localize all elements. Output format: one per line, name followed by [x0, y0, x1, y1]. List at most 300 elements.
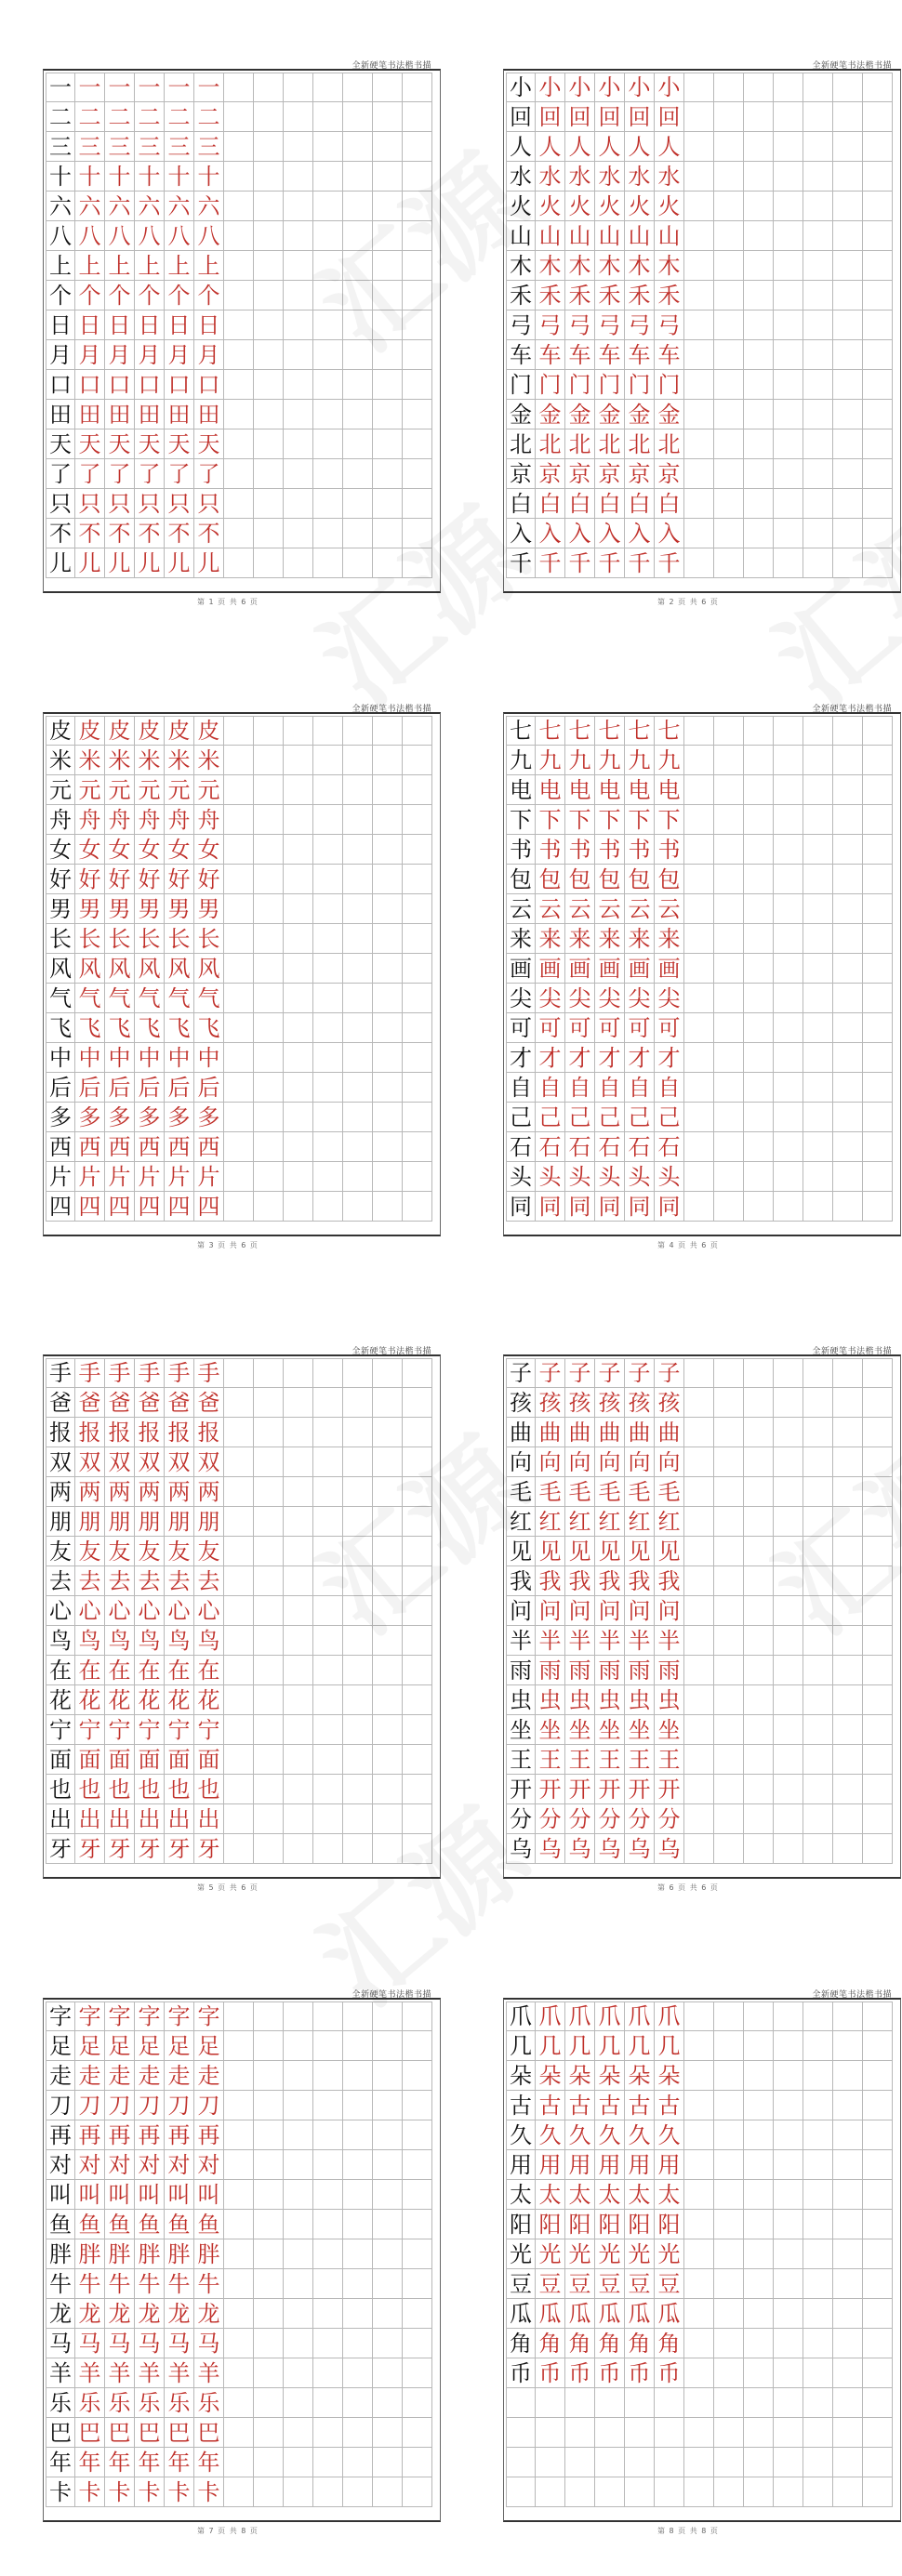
trace-character: 虫 [655, 1685, 684, 1715]
trace-character: 用 [595, 2150, 625, 2180]
empty-grid-cell [714, 73, 744, 102]
model-character: 开 [506, 1775, 536, 1804]
empty-grid-cell [343, 281, 373, 310]
empty-grid-cell [774, 775, 803, 805]
trace-character: 用 [655, 2150, 684, 2180]
empty-grid-cell [284, 2299, 313, 2329]
model-character: 白 [506, 489, 536, 519]
empty-grid-cell [224, 865, 254, 894]
empty-grid-cell [224, 1685, 254, 1715]
grid-row [46, 73, 432, 102]
empty-grid-cell [833, 489, 863, 519]
empty-grid-cell [313, 251, 343, 281]
trace-character: 画 [565, 954, 595, 984]
empty-grid-cell [774, 2031, 803, 2061]
trace-character: 羊 [135, 2358, 165, 2388]
empty-grid-cell [863, 2210, 893, 2239]
trace-character: 年 [165, 2448, 194, 2477]
empty-grid-cell [254, 1162, 284, 1192]
trace-character: 牙 [75, 1834, 105, 1864]
empty-grid-cell [343, 2358, 373, 2388]
empty-grid-cell [403, 221, 432, 251]
empty-grid-cell [224, 1834, 254, 1864]
empty-grid-cell [403, 954, 432, 984]
empty-grid-cell [313, 73, 343, 102]
empty-grid-cell [833, 2061, 863, 2091]
trace-character: 巴 [165, 2418, 194, 2448]
trace-character: 元 [135, 775, 165, 805]
grid-row [506, 2358, 893, 2388]
empty-grid-cell [224, 489, 254, 519]
empty-grid-cell [714, 2001, 744, 2031]
empty-grid-cell [744, 2299, 774, 2329]
empty-grid-cell [744, 1537, 774, 1566]
trace-character: 米 [135, 746, 165, 775]
trace-character: 十 [194, 162, 224, 192]
trace-character: 瓜 [536, 2299, 565, 2329]
empty-grid-cell [403, 489, 432, 519]
empty-grid-cell [254, 2120, 284, 2150]
trace-character: 曲 [595, 1418, 625, 1447]
trace-character: 古 [595, 2091, 625, 2120]
empty-grid-cell [714, 1626, 744, 1656]
empty-grid-cell [833, 1043, 863, 1073]
page-header-title: 全新硬笔书法楷书描 [812, 1347, 892, 1356]
trace-character: 门 [536, 370, 565, 400]
empty-grid-cell [684, 2388, 714, 2418]
empty-grid-cell [254, 835, 284, 865]
trace-character: 皮 [105, 716, 135, 746]
trace-character: 上 [165, 251, 194, 281]
trace-character: 后 [105, 1073, 135, 1103]
empty-grid-cell [833, 1596, 863, 1626]
empty-grid-cell [803, 1715, 833, 1745]
trace-character: 报 [165, 1418, 194, 1447]
trace-character: 问 [536, 1596, 565, 1626]
empty-grid-cell [284, 1834, 313, 1864]
trace-character: 角 [655, 2329, 684, 2358]
empty-grid-cell [684, 1388, 714, 1418]
trace-character: 朋 [75, 1507, 105, 1537]
trace-character: 虫 [625, 1685, 655, 1715]
empty-grid-cell [284, 251, 313, 281]
trace-character: 爪 [536, 2001, 565, 2031]
trace-character: 人 [565, 132, 595, 162]
grid-row [46, 102, 432, 132]
trace-character: 友 [165, 1537, 194, 1566]
trace-character: 面 [135, 1745, 165, 1775]
trace-character: 走 [75, 2061, 105, 2091]
model-character: 毛 [506, 1477, 536, 1507]
empty-grid-cell [343, 1388, 373, 1418]
trace-character: 七 [655, 716, 684, 746]
trace-character: 儿 [135, 548, 165, 578]
model-character: 人 [506, 132, 536, 162]
trace-character: 刀 [75, 2091, 105, 2120]
trace-character: 长 [194, 924, 224, 954]
empty-grid-cell [343, 1537, 373, 1566]
trace-character: 两 [105, 1477, 135, 1507]
empty-grid-cell [313, 548, 343, 578]
empty-grid-cell [714, 2358, 744, 2388]
empty-grid-cell [714, 1358, 744, 1388]
trace-character: 气 [105, 984, 135, 1013]
trace-character: 开 [565, 1775, 595, 1804]
trace-character: 上 [75, 251, 105, 281]
empty-grid-cell [803, 1013, 833, 1043]
model-character: 下 [506, 805, 536, 835]
trace-character: 几 [655, 2031, 684, 2061]
empty-grid-cell [714, 102, 744, 132]
empty-grid-cell [744, 489, 774, 519]
empty-grid-cell [343, 746, 373, 775]
grid-row [46, 1507, 432, 1537]
model-character: 在 [46, 1656, 75, 1685]
empty-grid-cell [684, 281, 714, 310]
empty-grid-cell [714, 1715, 744, 1745]
empty-grid-cell [714, 894, 744, 924]
empty-grid-cell [403, 281, 432, 310]
trace-character: 三 [135, 132, 165, 162]
model-character: 月 [46, 340, 75, 370]
trace-character: 对 [75, 2150, 105, 2180]
model-character: 三 [46, 132, 75, 162]
trace-character: 木 [625, 251, 655, 281]
empty-grid-cell [254, 2061, 284, 2091]
empty-grid-cell [744, 1132, 774, 1162]
trace-character: 飞 [135, 1013, 165, 1043]
empty-grid-cell [684, 1566, 714, 1596]
empty-grid-cell [863, 1834, 893, 1864]
empty-grid-cell [224, 716, 254, 746]
trace-character: 气 [194, 984, 224, 1013]
trace-character: 北 [655, 429, 684, 459]
empty-grid-cell [774, 2358, 803, 2388]
empty-grid-cell [343, 2448, 373, 2477]
empty-grid-cell [803, 2180, 833, 2210]
grid-row [46, 251, 432, 281]
trace-character: 木 [536, 251, 565, 281]
grid-row [506, 1162, 893, 1192]
model-character: 爸 [46, 1388, 75, 1418]
empty-grid-cell [684, 984, 714, 1013]
trace-character: 白 [565, 489, 595, 519]
trace-character: 字 [194, 2001, 224, 2031]
trace-character: 皮 [135, 716, 165, 746]
trace-character: 报 [75, 1418, 105, 1447]
empty-grid-cell [254, 429, 284, 459]
trace-character: 口 [105, 370, 135, 400]
trace-character: 千 [595, 548, 625, 578]
empty-grid-cell [313, 835, 343, 865]
trace-character: 毛 [625, 1477, 655, 1507]
trace-character: 瓜 [565, 2299, 595, 2329]
trace-character: 曲 [565, 1418, 595, 1447]
model-character: 几 [506, 2031, 536, 2061]
trace-character: 宁 [135, 1715, 165, 1745]
grid-row [506, 2031, 893, 2061]
grid-row [506, 1715, 893, 1745]
empty-grid-cell [403, 1043, 432, 1073]
grid-row [46, 984, 432, 1013]
empty-grid-cell [803, 984, 833, 1013]
trace-character: 山 [536, 221, 565, 251]
empty-grid-cell [863, 370, 893, 400]
trace-character: 金 [625, 400, 655, 429]
trace-character: 瓜 [625, 2299, 655, 2329]
empty-grid-cell [684, 370, 714, 400]
empty-grid-cell [224, 1775, 254, 1804]
empty-grid-cell [833, 924, 863, 954]
trace-character: 双 [194, 1447, 224, 1477]
trace-character: 乐 [135, 2388, 165, 2418]
empty-grid-cell [744, 835, 774, 865]
empty-grid-cell [744, 2269, 774, 2299]
empty-grid-cell [803, 429, 833, 459]
trace-character: 子 [595, 1358, 625, 1388]
empty-grid-cell [343, 1804, 373, 1834]
empty-grid-cell [284, 2388, 313, 2418]
empty-grid-cell [536, 2448, 565, 2477]
trace-character: 日 [194, 310, 224, 340]
trace-character: 飞 [194, 1013, 224, 1043]
trace-character: 爸 [105, 1388, 135, 1418]
empty-grid-cell [803, 2388, 833, 2418]
trace-character: 口 [135, 370, 165, 400]
model-character: 红 [506, 1507, 536, 1537]
empty-grid-cell [774, 400, 803, 429]
empty-grid-cell [744, 1656, 774, 1685]
trace-character: 马 [135, 2329, 165, 2358]
empty-grid-cell [833, 2418, 863, 2448]
empty-grid-cell [625, 2388, 655, 2418]
empty-grid-cell [224, 2091, 254, 2120]
empty-grid-cell [833, 1162, 863, 1192]
empty-grid-cell [313, 2091, 343, 2120]
empty-grid-cell [313, 1626, 343, 1656]
empty-grid-cell [284, 1477, 313, 1507]
model-character: 光 [506, 2239, 536, 2269]
empty-grid-cell [714, 1596, 744, 1626]
empty-grid-cell [284, 2329, 313, 2358]
trace-character: 不 [165, 519, 194, 548]
empty-grid-cell [373, 805, 403, 835]
empty-grid-cell [714, 924, 744, 954]
empty-grid-cell [254, 1745, 284, 1775]
empty-grid-cell [714, 1447, 744, 1477]
empty-grid-cell [313, 2358, 343, 2388]
practice-grid [506, 73, 893, 578]
grid-row [46, 192, 432, 221]
empty-grid-cell [313, 1775, 343, 1804]
empty-grid-cell [714, 251, 744, 281]
trace-character: 足 [75, 2031, 105, 2061]
empty-grid-cell [774, 1626, 803, 1656]
empty-grid-cell [684, 73, 714, 102]
worksheet-page [499, 56, 902, 610]
trace-character: 鱼 [165, 2210, 194, 2239]
grid-row [506, 519, 893, 548]
grid-row [506, 192, 893, 221]
empty-grid-cell [774, 1418, 803, 1447]
trace-character: 千 [625, 548, 655, 578]
empty-grid-cell [373, 2180, 403, 2210]
empty-grid-cell [744, 2358, 774, 2388]
empty-grid-cell [803, 251, 833, 281]
empty-grid-cell [373, 1447, 403, 1477]
empty-grid-cell [403, 2239, 432, 2269]
empty-grid-cell [313, 132, 343, 162]
model-character: 豆 [506, 2269, 536, 2299]
trace-character: 回 [536, 102, 565, 132]
empty-grid-cell [863, 775, 893, 805]
trace-character: 乌 [655, 1834, 684, 1864]
trace-character: 头 [625, 1162, 655, 1192]
trace-character: 币 [565, 2358, 595, 2388]
empty-grid-cell [744, 1596, 774, 1626]
trace-character: 问 [565, 1596, 595, 1626]
trace-character: 火 [655, 192, 684, 221]
empty-grid-cell [343, 251, 373, 281]
empty-grid-cell [373, 400, 403, 429]
model-character: 宁 [46, 1715, 75, 1745]
page-header-title: 全新硬笔书法楷书描 [812, 1990, 892, 2000]
practice-grid [506, 2001, 893, 2507]
empty-grid-cell [403, 1507, 432, 1537]
empty-grid-cell [373, 2358, 403, 2388]
empty-grid-cell [803, 221, 833, 251]
empty-grid-cell [373, 281, 403, 310]
empty-grid-cell [774, 73, 803, 102]
empty-grid-cell [224, 1103, 254, 1132]
grid-row [46, 1626, 432, 1656]
empty-grid-cell [833, 370, 863, 400]
empty-grid-cell [403, 370, 432, 400]
empty-grid-cell [744, 2388, 774, 2418]
trace-character: 飞 [75, 1013, 105, 1043]
empty-grid-cell [714, 2120, 744, 2150]
trace-character: 二 [165, 102, 194, 132]
trace-character: 三 [105, 132, 135, 162]
grid-row [506, 429, 893, 459]
empty-grid-cell [744, 1834, 774, 1864]
empty-grid-cell [224, 1418, 254, 1447]
empty-grid-cell [536, 2388, 565, 2418]
trace-character: 走 [194, 2061, 224, 2091]
grid-row [506, 1192, 893, 1222]
practice-grid [46, 2001, 432, 2507]
empty-grid-cell [714, 2180, 744, 2210]
trace-character: 在 [194, 1656, 224, 1685]
trace-character: 片 [165, 1162, 194, 1192]
model-character: 爪 [506, 2001, 536, 2031]
empty-grid-cell [684, 924, 714, 954]
trace-character: 女 [165, 835, 194, 865]
empty-grid-cell [684, 1418, 714, 1447]
empty-grid-cell [343, 1192, 373, 1222]
empty-grid-cell [224, 2180, 254, 2210]
model-character: 雨 [506, 1656, 536, 1685]
empty-grid-cell [403, 775, 432, 805]
empty-grid-cell [224, 400, 254, 429]
empty-grid-cell [863, 1418, 893, 1447]
trace-character: 人 [595, 132, 625, 162]
empty-grid-cell [833, 746, 863, 775]
grid-row [506, 1043, 893, 1073]
model-character: 面 [46, 1745, 75, 1775]
empty-grid-cell [714, 1566, 744, 1596]
empty-grid-cell [373, 1013, 403, 1043]
trace-character: 宁 [165, 1715, 194, 1745]
empty-grid-cell [284, 1775, 313, 1804]
empty-grid-cell [833, 835, 863, 865]
empty-grid-cell [343, 894, 373, 924]
trace-character: 男 [75, 894, 105, 924]
trace-character: 虫 [536, 1685, 565, 1715]
empty-grid-cell [224, 894, 254, 924]
empty-grid-cell [313, 2448, 343, 2477]
empty-grid-cell [803, 281, 833, 310]
trace-character: 雨 [565, 1656, 595, 1685]
empty-grid-cell [774, 221, 803, 251]
trace-character: 儿 [105, 548, 135, 578]
empty-grid-cell [224, 2329, 254, 2358]
empty-grid-cell [774, 2061, 803, 2091]
empty-grid-cell [313, 1745, 343, 1775]
empty-grid-cell [803, 1388, 833, 1418]
trace-character: 问 [625, 1596, 655, 1626]
empty-grid-cell [774, 2448, 803, 2477]
empty-grid-cell [343, 548, 373, 578]
empty-grid-cell [714, 1043, 744, 1073]
empty-grid-cell [313, 805, 343, 835]
trace-character: 牙 [135, 1834, 165, 1864]
trace-character: 京 [595, 459, 625, 489]
empty-grid-cell [254, 865, 284, 894]
trace-character: 曲 [655, 1418, 684, 1447]
trace-character: 坐 [655, 1715, 684, 1745]
trace-character: 长 [135, 924, 165, 954]
empty-grid-cell [343, 2091, 373, 2120]
trace-character: 胖 [194, 2239, 224, 2269]
empty-grid-cell [744, 1566, 774, 1596]
empty-grid-cell [373, 894, 403, 924]
trace-character: 友 [135, 1537, 165, 1566]
trace-character: 心 [135, 1596, 165, 1626]
trace-character: 久 [595, 2120, 625, 2150]
empty-grid-cell [863, 1358, 893, 1388]
empty-grid-cell [833, 2448, 863, 2477]
trace-character: 舟 [194, 805, 224, 835]
empty-grid-cell [803, 894, 833, 924]
empty-grid-cell [224, 2210, 254, 2239]
model-character: 二 [46, 102, 75, 132]
empty-grid-cell [254, 489, 284, 519]
empty-grid-cell [744, 1626, 774, 1656]
trace-character: 卡 [135, 2477, 165, 2507]
trace-character: 弓 [565, 310, 595, 340]
empty-grid-cell [254, 1132, 284, 1162]
empty-grid-cell [373, 310, 403, 340]
trace-character: 半 [536, 1626, 565, 1656]
empty-grid-cell [343, 429, 373, 459]
empty-grid-cell [744, 2180, 774, 2210]
empty-grid-cell [774, 805, 803, 835]
grid-row [46, 429, 432, 459]
trace-character: 足 [194, 2031, 224, 2061]
empty-grid-cell [863, 746, 893, 775]
model-character: 分 [506, 1804, 536, 1834]
